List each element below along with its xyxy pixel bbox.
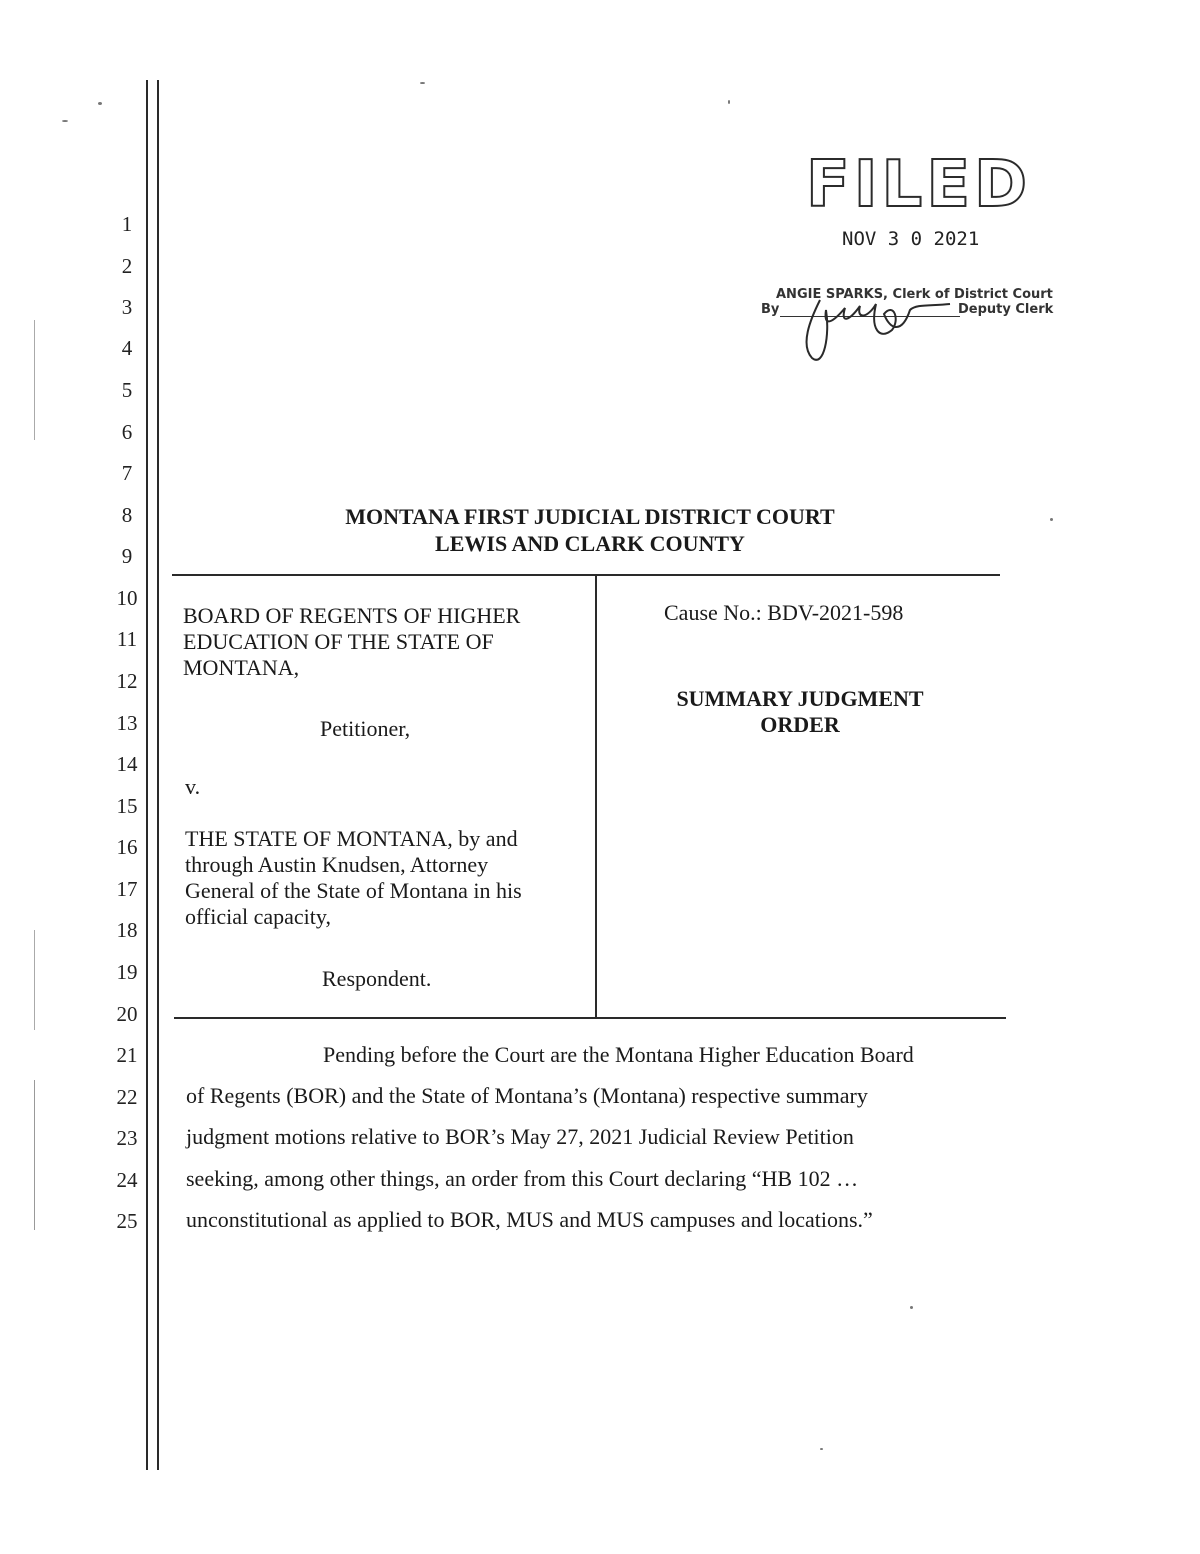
line-number: 14	[116, 752, 138, 776]
line-number: 23	[116, 1126, 138, 1150]
line-number: 7	[121, 461, 133, 485]
stamp-by: By	[761, 302, 780, 317]
body-line: Pending before the Court are the Montana Higher Education Board	[323, 1042, 914, 1067]
line-number: 21	[116, 1043, 138, 1067]
scan-edge-mark	[34, 320, 35, 440]
line-number: 1	[121, 212, 133, 236]
line-number: 15	[116, 794, 138, 818]
body-line: judgment motions relative to BOR’s May 27, 2021 Judicial Review Petition	[186, 1124, 854, 1149]
line-number: 10	[116, 586, 138, 610]
versus-label: v.	[185, 774, 201, 799]
court-name: MONTANA FIRST JUDICIAL DISTRICT COURT	[345, 504, 835, 529]
body-line: of Regents (BOR) and the State of Montana’s (Montana) respective summary	[186, 1083, 868, 1108]
scan-speck	[728, 100, 730, 104]
line-number: 6	[121, 420, 133, 444]
line-number: 5	[121, 378, 133, 402]
stamp-filed-text: FILED	[806, 148, 1032, 222]
left-margin-line-inner	[157, 80, 159, 1470]
scan-speck	[910, 1306, 913, 1309]
line-number: 17	[116, 877, 138, 901]
body-line: unconstitutional as applied to BOR, MUS and MUS campuses and locations.”	[186, 1207, 873, 1232]
line-number: 8	[121, 503, 133, 527]
caption-bottom-rule	[174, 1017, 1006, 1019]
scan-speck	[820, 1448, 823, 1450]
petitioner-line: MONTANA,	[183, 655, 300, 680]
petitioner-line: EDUCATION OF THE STATE OF	[183, 629, 494, 654]
court-county: LEWIS AND CLARK COUNTY	[435, 531, 745, 556]
line-number: 13	[116, 711, 138, 735]
cause-number: Cause No.: BDV-2021-598	[664, 600, 904, 625]
signature-icon	[790, 290, 960, 370]
scan-speck	[420, 82, 425, 84]
stamp-date: NOV 3 0 2021	[842, 228, 980, 250]
line-number: 4	[121, 336, 133, 360]
respondent-line: THE STATE OF MONTANA, by and	[185, 826, 518, 851]
scan-edge-mark	[34, 930, 35, 1030]
scan-speck	[98, 102, 102, 105]
respondent-line: official capacity,	[185, 904, 331, 929]
line-number: 18	[116, 918, 138, 942]
petitioner-name	[183, 603, 520, 681]
caption-top-rule	[172, 574, 1000, 576]
stamp-clerk: ANGIE SPARKS, Clerk of District Court	[776, 287, 1053, 302]
line-number: 24	[116, 1168, 138, 1192]
line-number: 2	[121, 254, 133, 278]
left-margin-line	[146, 80, 148, 1470]
line-number: 20	[116, 1002, 138, 1026]
line-number: 9	[121, 544, 133, 568]
line-number: 11	[116, 627, 138, 651]
line-number: 25	[116, 1209, 138, 1233]
line-number: 3	[121, 295, 133, 319]
scan-edge-mark	[34, 1080, 35, 1230]
respondent-line: General of the State of Montana in his	[185, 878, 522, 903]
scan-speck	[62, 120, 68, 122]
scan-speck	[1050, 518, 1053, 521]
stamp-deputy: Deputy Clerk	[958, 302, 1054, 317]
line-number: 22	[116, 1085, 138, 1109]
line-number: 19	[116, 960, 138, 984]
respondent-label: Respondent.	[322, 966, 432, 991]
body-line: seeking, among other things, an order from this Court declaring “HB 102 …	[186, 1166, 859, 1191]
document-title	[600, 686, 1000, 738]
respondent-line: through Austin Knudsen, Attorney	[185, 852, 489, 877]
respondent-name	[185, 826, 522, 930]
petitioner-label: Petitioner,	[320, 716, 411, 741]
caption-divider	[595, 575, 597, 1019]
line-number: 12	[116, 669, 138, 693]
document-title-line: ORDER	[760, 712, 840, 737]
document-title-line: SUMMARY JUDGMENT	[676, 686, 924, 711]
petitioner-line: BOARD OF REGENTS OF HIGHER	[183, 603, 521, 628]
line-number: 16	[116, 835, 138, 859]
